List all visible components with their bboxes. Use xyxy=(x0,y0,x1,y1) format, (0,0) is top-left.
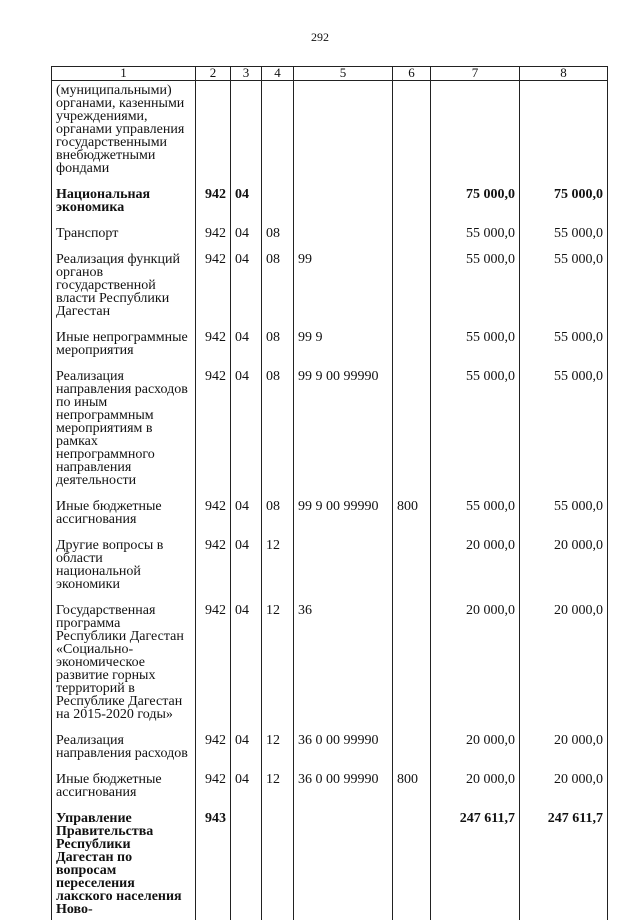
row-amount-2: 55 000,0 xyxy=(520,497,608,536)
row-ved-code: 942 xyxy=(196,224,231,250)
row-ved-code: 942 xyxy=(196,250,231,328)
row-amount-2: 55 000,0 xyxy=(520,224,608,250)
row-expense-type-code xyxy=(393,536,431,601)
row-name: Другие вопросы в области национальной экономики xyxy=(52,536,196,601)
table-row xyxy=(52,536,608,601)
row-amount-1: 55 000,0 xyxy=(431,328,520,367)
row-amount-1: 55 000,0 xyxy=(431,250,520,328)
table-row xyxy=(52,731,608,770)
row-section-code: 04 xyxy=(231,770,262,809)
row-section-code: 04 xyxy=(231,601,262,731)
row-amount-1: 20 000,0 xyxy=(431,770,520,809)
table-row xyxy=(52,328,608,367)
row-target-code xyxy=(294,81,393,186)
row-ved-code xyxy=(196,81,231,186)
row-amount-1: 75 000,0 xyxy=(431,185,520,224)
row-name: Иные непрограммные мероприятия xyxy=(52,328,196,367)
column-number-row xyxy=(52,67,608,81)
row-amount-2 xyxy=(520,81,608,186)
row-ved-code: 942 xyxy=(196,770,231,809)
row-ved-code: 942 xyxy=(196,731,231,770)
row-subsection-code: 08 xyxy=(262,250,294,328)
row-subsection-code xyxy=(262,185,294,224)
row-expense-type-code xyxy=(393,809,431,920)
row-name: Транспорт xyxy=(52,224,196,250)
row-section-code xyxy=(231,809,262,920)
row-subsection-code: 12 xyxy=(262,770,294,809)
budget-table xyxy=(51,66,608,920)
row-section-code: 04 xyxy=(231,731,262,770)
row-amount-1: 55 000,0 xyxy=(431,497,520,536)
row-expense-type-code: 800 xyxy=(393,770,431,809)
row-target-code: 36 xyxy=(294,601,393,731)
row-amount-2: 20 000,0 xyxy=(520,731,608,770)
column-header: 3 xyxy=(231,67,262,81)
row-ved-code: 942 xyxy=(196,328,231,367)
table-row xyxy=(52,224,608,250)
row-ved-code: 943 xyxy=(196,809,231,920)
column-header: 7 xyxy=(431,67,520,81)
column-header: 2 xyxy=(196,67,231,81)
row-target-code xyxy=(294,809,393,920)
row-subsection-code: 12 xyxy=(262,536,294,601)
row-name: Иные бюджетные ассигнования xyxy=(52,770,196,809)
row-target-code: 99 xyxy=(294,250,393,328)
row-target-code: 36 0 00 99990 xyxy=(294,731,393,770)
row-subsection-code: 12 xyxy=(262,601,294,731)
row-name: (муниципальными) органами, казенными учреждениями, органами управления государственными внебюджетными фондами xyxy=(52,81,196,186)
row-amount-2: 75 000,0 xyxy=(520,185,608,224)
column-header: 5 xyxy=(294,67,393,81)
column-header: 6 xyxy=(393,67,431,81)
column-header: 1 xyxy=(52,67,196,81)
table-row xyxy=(52,367,608,497)
row-target-code: 36 0 00 99990 xyxy=(294,770,393,809)
row-amount-2: 55 000,0 xyxy=(520,328,608,367)
row-amount-2: 55 000,0 xyxy=(520,367,608,497)
row-ved-code: 942 xyxy=(196,497,231,536)
row-target-code xyxy=(294,185,393,224)
row-name: Государственная программа Республики Дагестан «Социально-экономическое развитие горных территорий в Республике Дагестан на 2015-2020 годы» xyxy=(52,601,196,731)
row-subsection-code: 08 xyxy=(262,224,294,250)
row-amount-2: 20 000,0 xyxy=(520,770,608,809)
row-amount-2: 20 000,0 xyxy=(520,601,608,731)
row-amount-1: 20 000,0 xyxy=(431,536,520,601)
row-section-code: 04 xyxy=(231,328,262,367)
row-name: Иные бюджетные ассигнования xyxy=(52,497,196,536)
row-target-code: 99 9 xyxy=(294,328,393,367)
table-row xyxy=(52,185,608,224)
row-section-code: 04 xyxy=(231,536,262,601)
row-ved-code: 942 xyxy=(196,367,231,497)
table-row xyxy=(52,250,608,328)
row-ved-code: 942 xyxy=(196,185,231,224)
row-target-code: 99 9 00 99990 xyxy=(294,367,393,497)
row-name: Национальная экономика xyxy=(52,185,196,224)
row-amount-1: 247 611,7 xyxy=(431,809,520,920)
page-number: 292 xyxy=(311,30,329,44)
table-row xyxy=(52,770,608,809)
row-amount-2: 20 000,0 xyxy=(520,536,608,601)
row-expense-type-code xyxy=(393,367,431,497)
row-ved-code: 942 xyxy=(196,601,231,731)
row-expense-type-code xyxy=(393,185,431,224)
row-name: Реализация направления расходов по иным непрограммным мероприятиям в рамках непрограммного направления деятельности xyxy=(52,367,196,497)
row-section-code: 04 xyxy=(231,497,262,536)
row-subsection-code: 12 xyxy=(262,731,294,770)
row-expense-type-code xyxy=(393,731,431,770)
table-row xyxy=(52,601,608,731)
row-target-code xyxy=(294,224,393,250)
row-ved-code: 942 xyxy=(196,536,231,601)
table-row xyxy=(52,809,608,920)
row-name: Управление Правительства Республики Дагестан по вопросам переселения лакского населения Ново- xyxy=(52,809,196,920)
row-subsection-code: 08 xyxy=(262,367,294,497)
row-subsection-code xyxy=(262,81,294,186)
row-section-code: 04 xyxy=(231,185,262,224)
row-subsection-code: 08 xyxy=(262,497,294,536)
row-amount-2: 247 611,7 xyxy=(520,809,608,920)
row-expense-type-code xyxy=(393,224,431,250)
column-header: 4 xyxy=(262,67,294,81)
row-target-code: 99 9 00 99990 xyxy=(294,497,393,536)
row-subsection-code: 08 xyxy=(262,328,294,367)
row-amount-2: 55 000,0 xyxy=(520,250,608,328)
table-row xyxy=(52,81,608,186)
table-row xyxy=(52,497,608,536)
row-name: Реализация функций органов государственной власти Республики Дагестан xyxy=(52,250,196,328)
row-subsection-code xyxy=(262,809,294,920)
row-section-code: 04 xyxy=(231,224,262,250)
row-section-code: 04 xyxy=(231,367,262,497)
row-amount-1: 20 000,0 xyxy=(431,731,520,770)
column-header: 8 xyxy=(520,67,608,81)
row-expense-type-code xyxy=(393,328,431,367)
row-expense-type-code xyxy=(393,81,431,186)
row-section-code: 04 xyxy=(231,250,262,328)
row-section-code xyxy=(231,81,262,186)
row-expense-type-code xyxy=(393,250,431,328)
row-target-code xyxy=(294,536,393,601)
row-name: Реализация направления расходов xyxy=(52,731,196,770)
row-amount-1: 55 000,0 xyxy=(431,367,520,497)
row-amount-1: 20 000,0 xyxy=(431,601,520,731)
row-expense-type-code xyxy=(393,601,431,731)
row-amount-1: 55 000,0 xyxy=(431,224,520,250)
row-expense-type-code: 800 xyxy=(393,497,431,536)
row-amount-1 xyxy=(431,81,520,186)
